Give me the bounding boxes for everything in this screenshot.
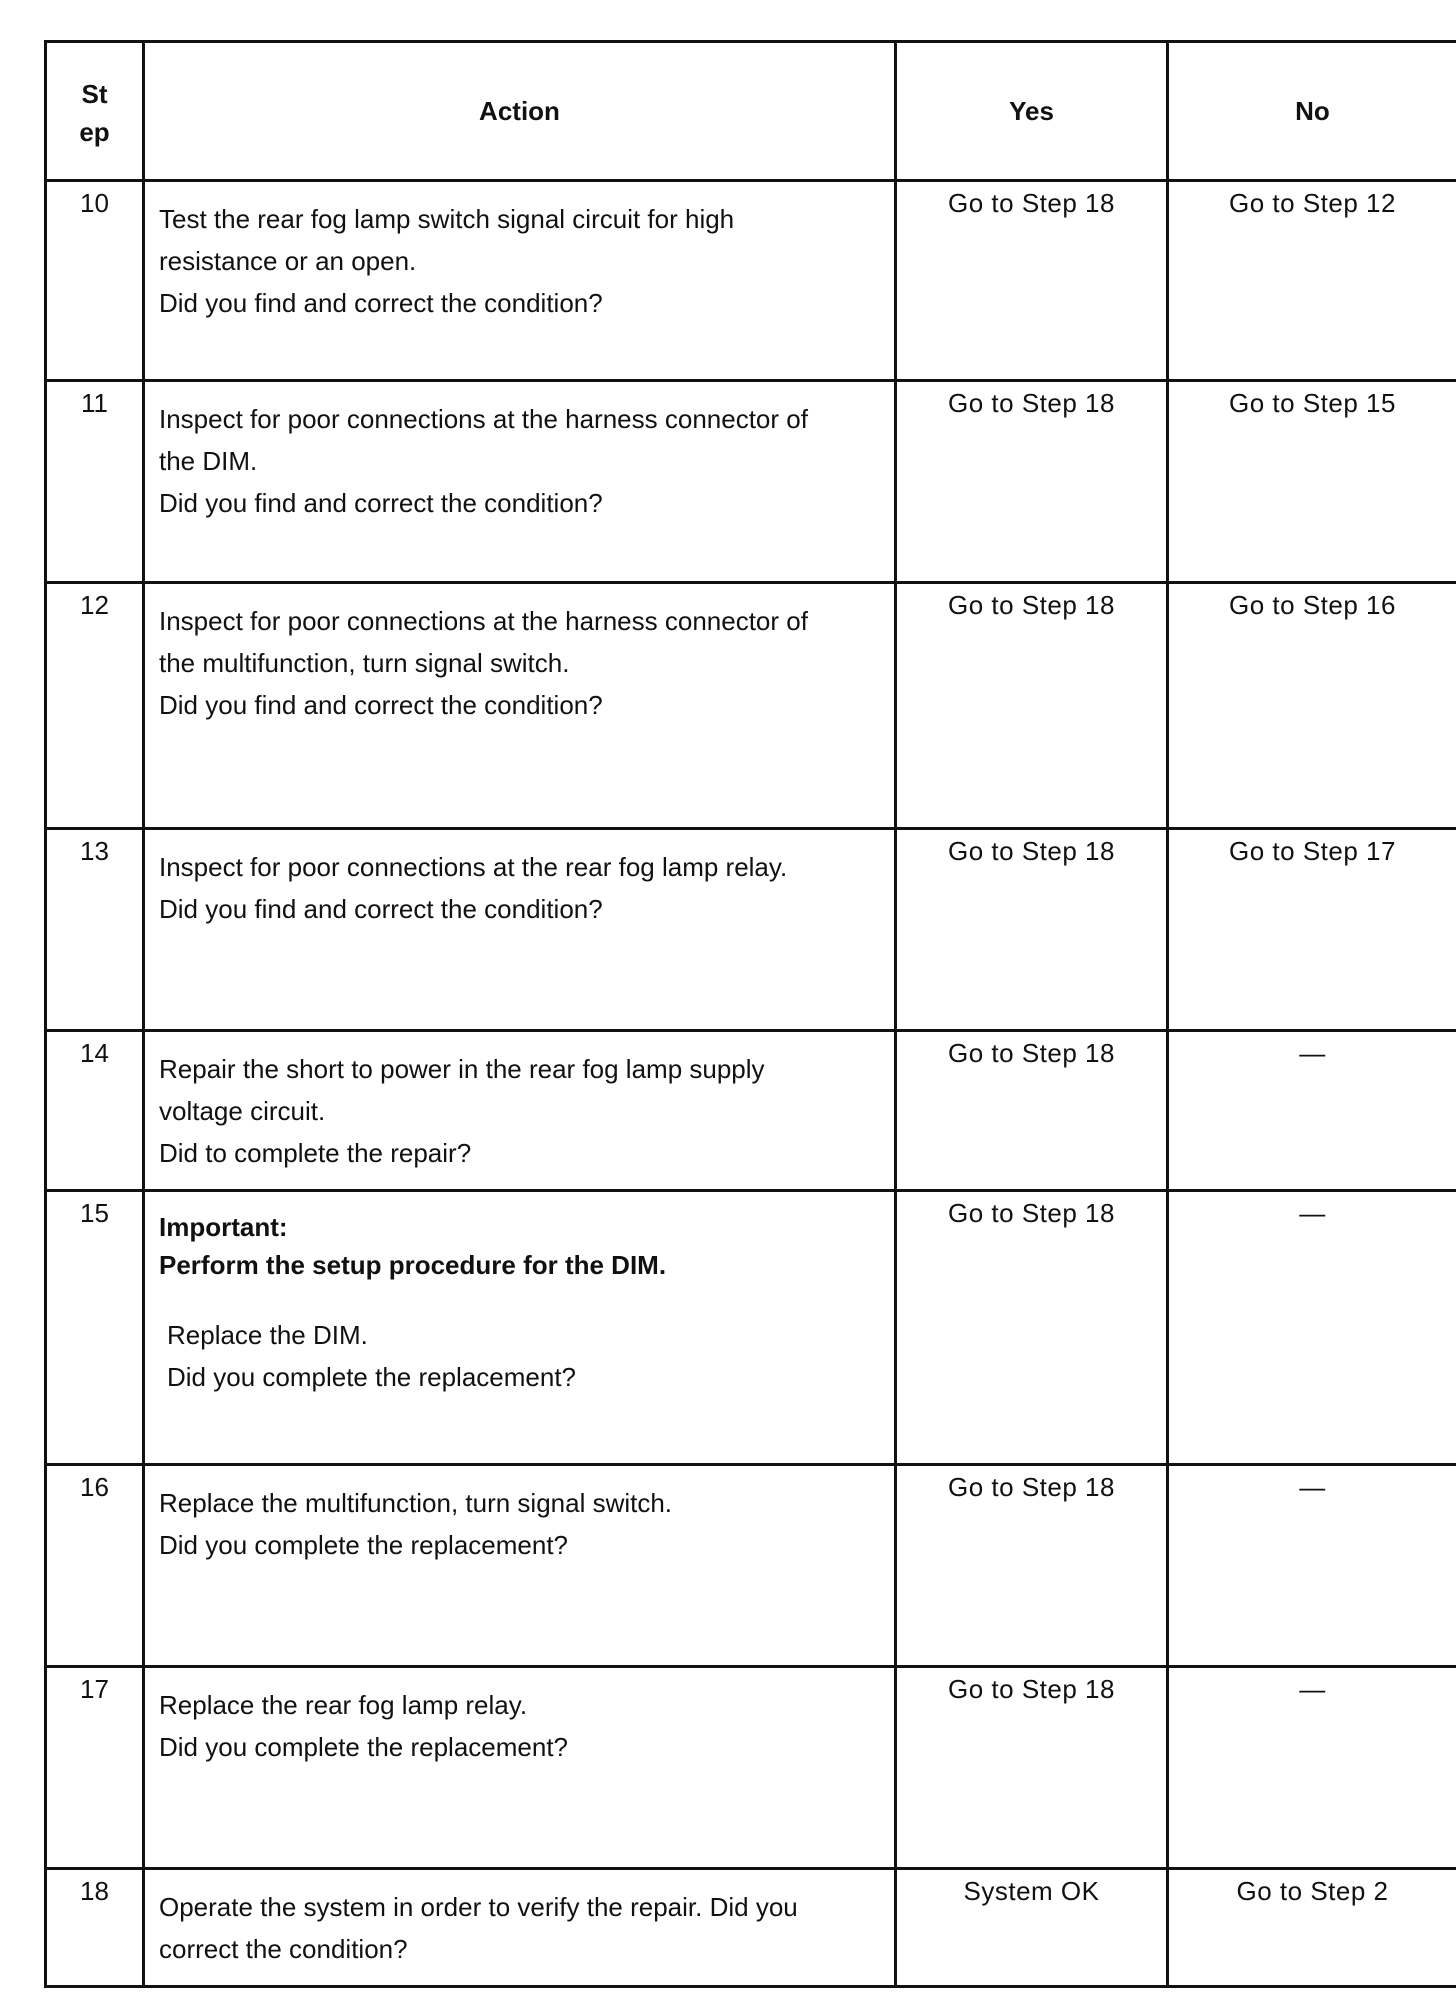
diagnostic-table	[44, 40, 1456, 1988]
action-line: Replace the DIM.	[167, 1320, 368, 1350]
action-line: Test the rear fog lamp switch signal circuit for high	[159, 204, 735, 234]
step-number: 10	[46, 181, 144, 381]
header-action: Action	[144, 42, 896, 181]
action-cell	[144, 829, 896, 1031]
action-line: Repair the short to power in the rear fog lamp supply	[159, 1054, 765, 1084]
yes-result: Go to Step 18	[896, 1031, 1168, 1191]
table-header-row	[46, 42, 1456, 181]
action-cell	[144, 1667, 896, 1869]
yes-result: Go to Step 18	[896, 829, 1168, 1031]
action-line: Did you find and correct the condition?	[159, 894, 603, 924]
action-line: resistance or an open.	[159, 246, 417, 276]
step-number: 11	[46, 381, 144, 583]
action-cell	[144, 181, 896, 381]
step-number: 15	[46, 1191, 144, 1465]
action-cell	[144, 1191, 896, 1465]
no-result: Go to Step 15	[1168, 381, 1456, 583]
action-line: the multifunction, turn signal switch.	[159, 648, 570, 678]
table-row	[46, 1031, 1456, 1191]
important-text: Perform the setup procedure for the DIM.	[159, 1250, 667, 1280]
step-number: 16	[46, 1465, 144, 1667]
no-result: —	[1168, 1667, 1456, 1869]
no-result: Go to Step 16	[1168, 583, 1456, 829]
action-line: Operate the system in order to verify the repair. Did you	[159, 1892, 798, 1922]
important-label: Important:	[159, 1212, 288, 1242]
action-line: Inspect for poor connections at the harness connector of	[159, 404, 808, 434]
no-result: —	[1168, 1465, 1456, 1667]
action-cell	[144, 381, 896, 583]
header-yes: Yes	[896, 42, 1168, 181]
action-line: Replace the rear fog lamp relay.	[159, 1690, 528, 1720]
header-step-line2: ep	[79, 117, 110, 147]
yes-result: Go to Step 18	[896, 381, 1168, 583]
yes-result: System OK	[896, 1869, 1168, 1987]
action-cell	[144, 1869, 896, 1987]
action-cell	[144, 1465, 896, 1667]
table-row	[46, 381, 1456, 583]
action-line: Did you complete the replacement?	[167, 1362, 577, 1392]
action-line: Did you complete the replacement?	[159, 1530, 569, 1560]
no-result: —	[1168, 1191, 1456, 1465]
yes-result: Go to Step 18	[896, 1667, 1168, 1869]
action-line: Did you find and correct the condition?	[159, 288, 603, 318]
yes-result: Go to Step 18	[896, 181, 1168, 381]
action-line: voltage circuit.	[159, 1096, 326, 1126]
table-row	[46, 583, 1456, 829]
header-step-line1: St	[81, 79, 108, 109]
step-number: 14	[46, 1031, 144, 1191]
action-line: Inspect for poor connections at the harness connector of	[159, 606, 808, 636]
table-row	[46, 829, 1456, 1031]
action-line: Did you find and correct the condition?	[159, 488, 603, 518]
table-row	[46, 181, 1456, 381]
action-line: Did to complete the repair?	[159, 1138, 472, 1168]
table-row	[46, 1667, 1456, 1869]
action-line: the DIM.	[159, 446, 258, 476]
yes-result: Go to Step 18	[896, 583, 1168, 829]
yes-result: Go to Step 18	[896, 1191, 1168, 1465]
no-result: Go to Step 12	[1168, 181, 1456, 381]
spacer	[159, 1284, 884, 1314]
step-number: 18	[46, 1869, 144, 1987]
action-line: Did you find and correct the condition?	[159, 690, 603, 720]
step-number: 17	[46, 1667, 144, 1869]
action-line: Inspect for poor connections at the rear fog lamp relay.	[159, 852, 788, 882]
yes-result: Go to Step 18	[896, 1465, 1168, 1667]
action-line: Did you complete the replacement?	[159, 1732, 569, 1762]
step-number: 12	[46, 583, 144, 829]
header-no: No	[1168, 42, 1456, 181]
no-result: Go to Step 2	[1168, 1869, 1456, 1987]
action-cell	[144, 583, 896, 829]
table-row	[46, 1869, 1456, 1987]
table-row	[46, 1191, 1456, 1465]
action-cell	[144, 1031, 896, 1191]
no-result: Go to Step 17	[1168, 829, 1456, 1031]
no-result: —	[1168, 1031, 1456, 1191]
step-number: 13	[46, 829, 144, 1031]
header-step	[46, 42, 144, 181]
action-line: correct the condition?	[159, 1934, 408, 1964]
action-line: Replace the multifunction, turn signal switch.	[159, 1488, 673, 1518]
table-row	[46, 1465, 1456, 1667]
